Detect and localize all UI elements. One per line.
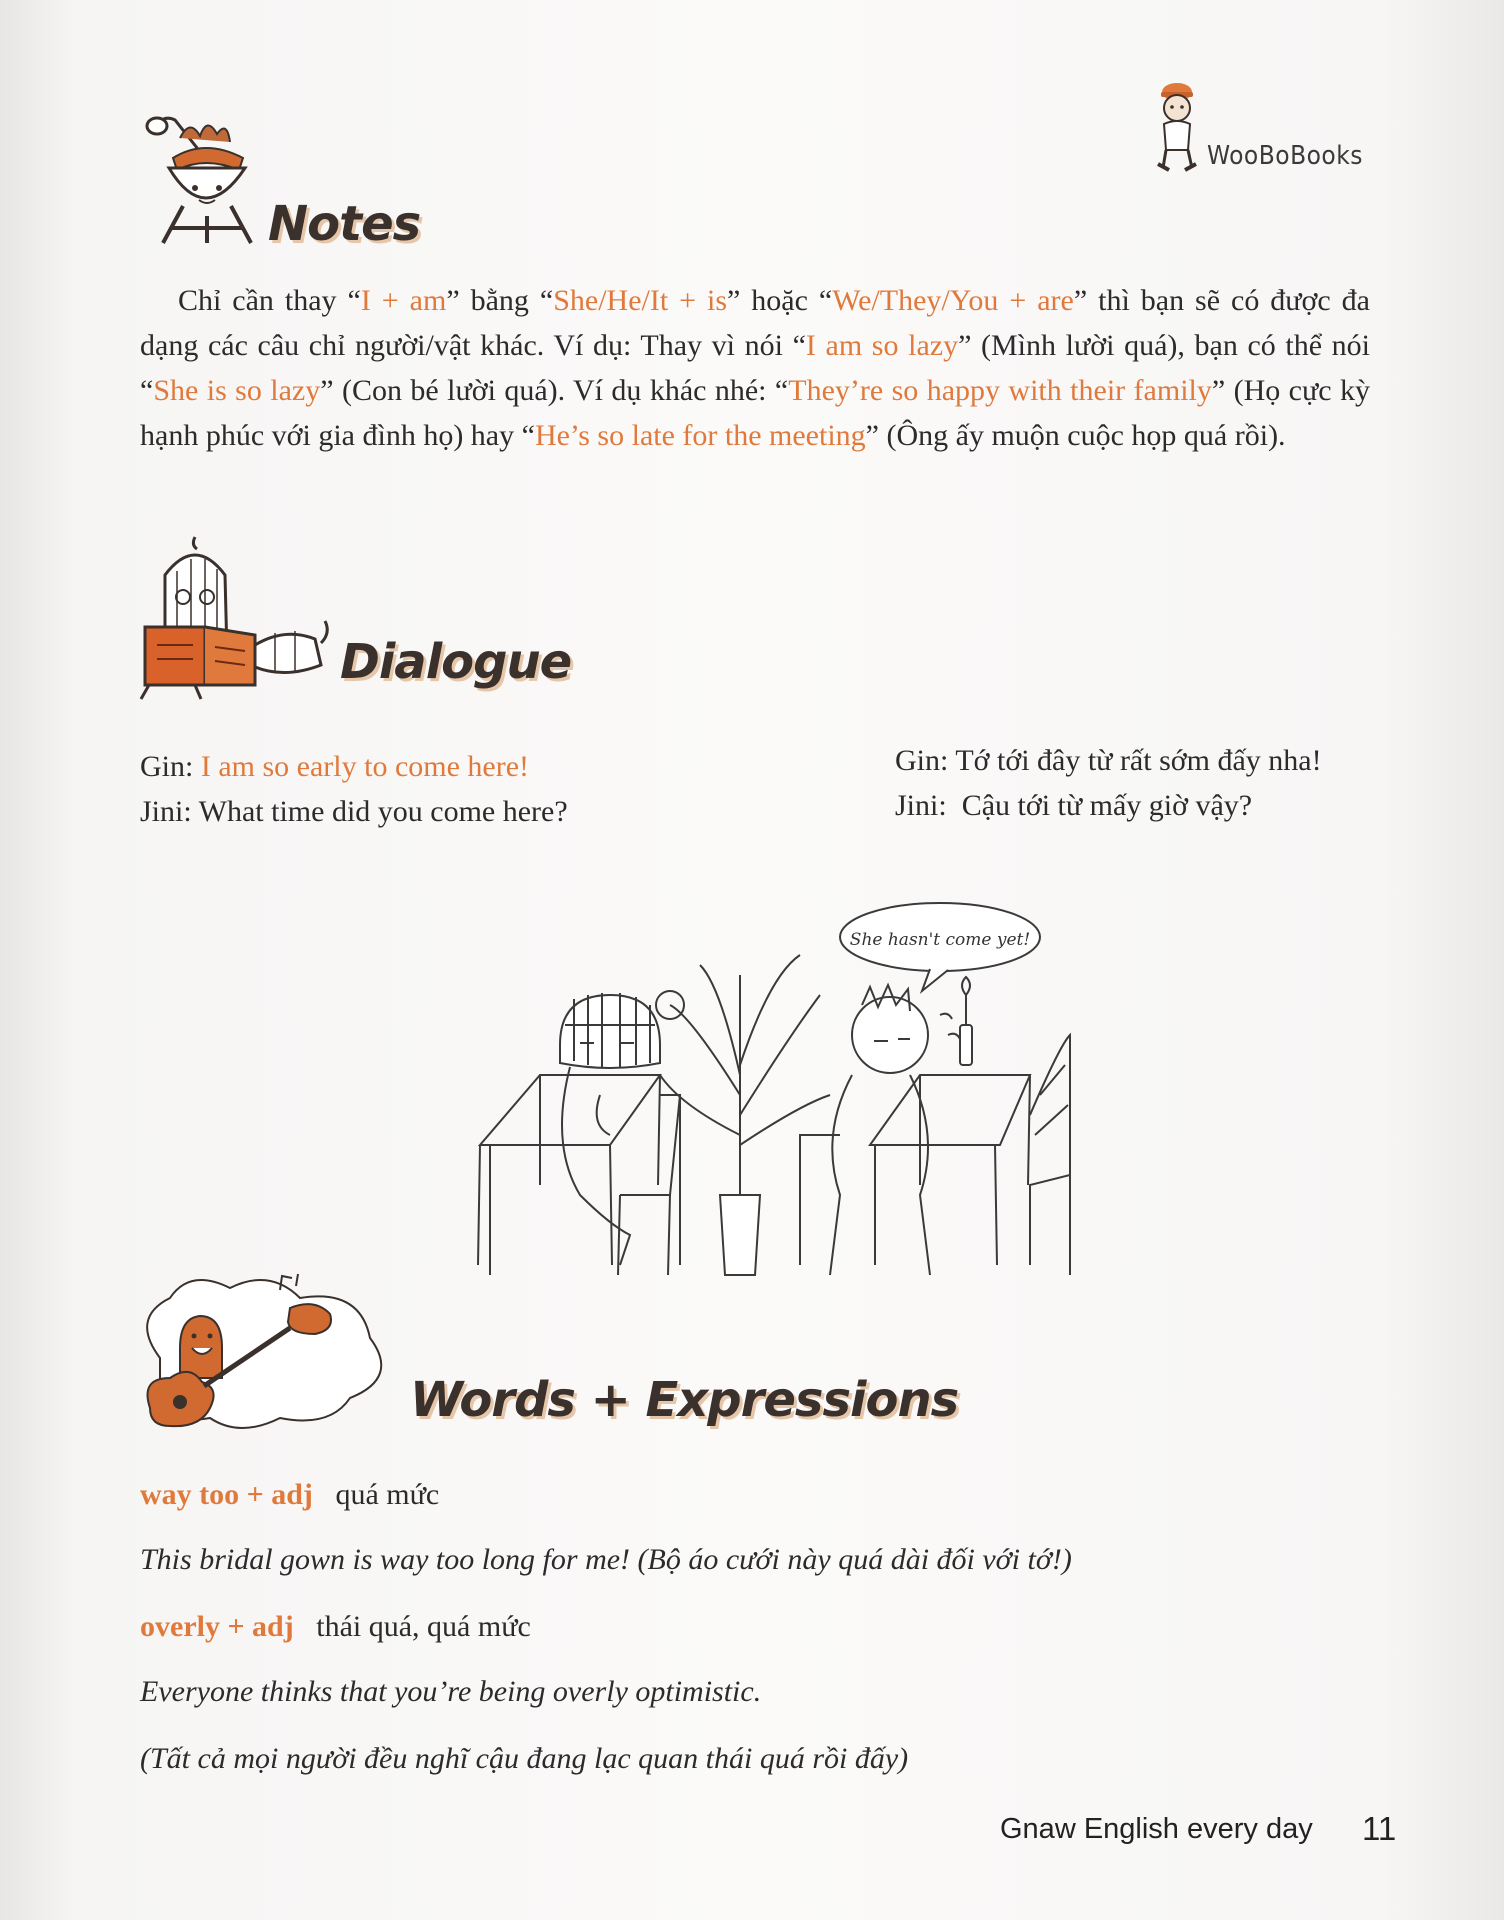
speaker: Jini: <box>895 789 947 822</box>
dialogue-line <box>895 783 1322 828</box>
notes-text: ” (Ông ấy muộn cuộc họp quá rồi). <box>865 419 1286 452</box>
dialogue-text: What time did you come here? <box>198 795 568 828</box>
notes-highlight: I + am <box>360 284 447 317</box>
brand-mascot-icon <box>1155 78 1199 174</box>
vocab-example: Everyone thinks that you’re being overly optimistic. <box>140 1675 762 1708</box>
dialogue-heading: Dialogue <box>340 634 572 690</box>
vocab-meaning: quá mức <box>335 1478 440 1511</box>
notes-highlight: I am so lazy <box>805 329 959 362</box>
speaker: Gin: <box>140 750 194 783</box>
notes-text: ” (Con bé lười quá). Ví dụ khác nhé: “ <box>320 374 789 407</box>
notes-highlight: They’re so happy with their family <box>788 374 1212 407</box>
vocab-item <box>140 1610 531 1644</box>
dialogue-en <box>140 744 568 834</box>
vocab-term: overly + adj <box>140 1610 294 1643</box>
notes-text: ” hoặc “ <box>727 284 833 317</box>
vocab-meaning: thái quá, quá mức <box>316 1610 531 1643</box>
notes-text: ” (Họ cực kỳ hạnh phúc với gia đình họ) hay “ <box>140 374 1370 452</box>
notes-text: ” thì bạn sẽ có được đa dạng các câu chỉ người/vật khác. Ví dụ: Thay vì nói “ <box>140 284 1370 362</box>
cafe-illustration <box>470 895 1090 1295</box>
dialogue-text: I am so early to come here! <box>200 750 530 783</box>
vocab-example: (Tất cả mọi người đều nghĩ cậu đang lạc quan thái quá rồi đấy) <box>140 1742 909 1775</box>
vocab-term: way too + adj <box>140 1478 313 1511</box>
notes-body <box>140 278 1370 458</box>
dialogue-vi <box>895 738 1322 828</box>
notes-text: ” bằng “ <box>446 284 554 317</box>
dialogue-line <box>140 789 568 834</box>
notes-highlight: She/He/It + is <box>553 284 728 317</box>
grill-mascot-icon <box>135 108 275 248</box>
dialogue-text: Tớ tới đây từ rất sớm đấy nha! <box>955 744 1322 777</box>
speaker: Gin: <box>895 744 949 777</box>
guitar-mascot-icon <box>130 1268 390 1438</box>
brand-name: WooBoBooks <box>1207 141 1363 171</box>
notes-highlight: She is so lazy <box>153 374 321 407</box>
page-number: 11 <box>1362 1810 1397 1847</box>
vocab-item <box>140 1478 439 1512</box>
notes-highlight: He’s so late for the meeting <box>534 419 866 452</box>
brand-logo <box>1155 78 1363 178</box>
speech-bubble-text: She hasn't come yet! <box>849 930 1031 950</box>
notes-paragraph <box>140 278 1370 458</box>
notes-highlight: We/They/You + are <box>832 284 1074 317</box>
dialogue-text: Cậu tới từ mấy giờ vậy? <box>961 789 1253 822</box>
notes-heading: Notes <box>268 196 421 252</box>
notes-text: ” (Mình lười quá), bạn có thể nói “ <box>140 329 1371 407</box>
speaker: Jini: <box>140 795 192 828</box>
vocab-example: This bridal gown is way too long for me! (Bộ áo cưới này quá dài đối với tớ!) <box>140 1543 1072 1576</box>
words-heading: Words + Expressions <box>410 1372 959 1428</box>
dialogue-line <box>895 738 1322 783</box>
dialogue-line <box>140 744 568 789</box>
notes-text: Chỉ cần thay “ <box>178 284 361 317</box>
reading-mascot-icon <box>135 535 335 705</box>
footer-title: Gnaw English every day <box>1000 1813 1313 1845</box>
